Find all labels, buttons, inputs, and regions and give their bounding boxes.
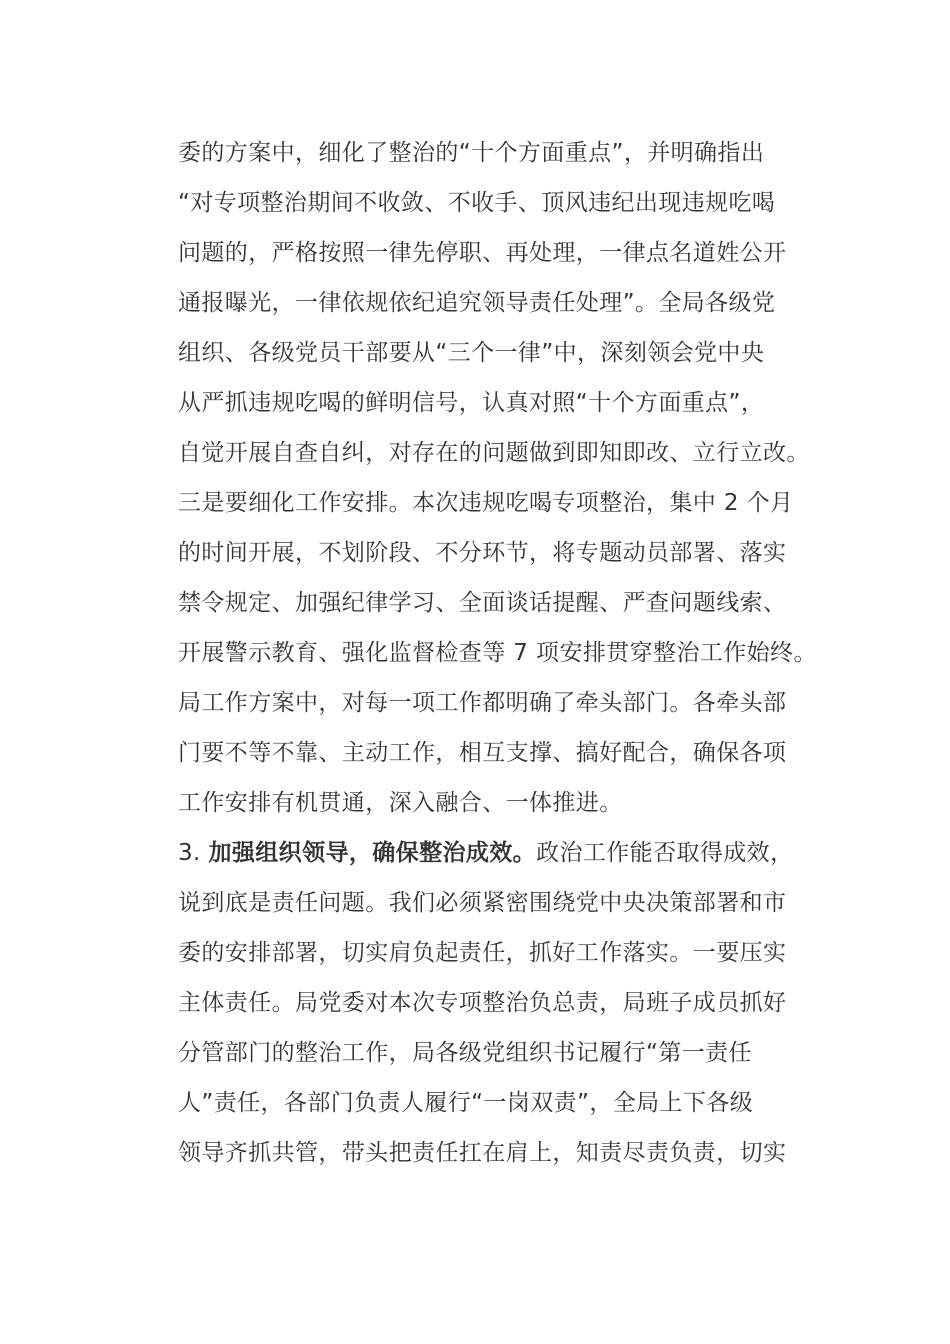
text-line: 三是要细化工作安排。本次违规吃喝专项整治，集中 2 个月 bbox=[178, 490, 794, 516]
section-heading: 加强组织领导，确保整治成效。 bbox=[208, 840, 537, 866]
text-line: 的时间开展，不划阶段、不分环节，将专题动员部署、落实 bbox=[178, 540, 787, 566]
text-line: 从严抓违规吃喝的鲜明信号，认真对照“十个方面重点”， bbox=[178, 390, 765, 416]
text-line: 人”责任，各部门负责人履行“一岗双责”，全局上下各级 bbox=[178, 1090, 754, 1116]
text-line: 说到底是责任问题。我们必须紧密围绕党中央决策部署和市 bbox=[178, 890, 787, 916]
text-line: 主体责任。局党委对本次专项整治负总责，局班子成员抓好 bbox=[178, 990, 787, 1016]
text-line: 开展警示教育、强化监督检查等 7 项安排贯穿整治工作始终。 bbox=[178, 640, 817, 666]
text-line: 分管部门的整治工作，局各级党组织书记履行“第一责任 bbox=[178, 1040, 752, 1066]
text-line: 禁令规定、加强纪律学习、全面谈话提醒、严查问题线索、 bbox=[178, 590, 787, 616]
text-line: 局工作方案中，对每一项工作都明确了牵头部门。各牵头部 bbox=[178, 690, 787, 716]
section-first-line-text: 政治工作能否取得成效， bbox=[536, 840, 794, 866]
text-line: 门要不等不靠、主动工作，相互支撑、搞好配合，确保各项 bbox=[178, 740, 787, 766]
section-3-heading-line bbox=[178, 828, 818, 878]
body-text bbox=[178, 128, 818, 1178]
text-line: “对专项整治期间不收敛、不收手、顶风违纪出现违规吃喝 bbox=[178, 190, 776, 216]
text-line: 领导齐抓共管，带头把责任扛在肩上，知责尽责负责，切实 bbox=[178, 1140, 787, 1166]
text-line: 问题的，严格按照一律先停职、再处理，一律点名道姓公开 bbox=[178, 240, 787, 266]
text-line: 工作安排有机贯通，深入融合、一体推进。 bbox=[178, 790, 623, 816]
section-number: 3. bbox=[178, 840, 201, 866]
text-line: 组织、各级党员干部要从“三个一律”中，深刻领会党中央 bbox=[178, 340, 765, 366]
text-line: 委的安排部署，切实肩负起责任，抓好工作落实。一要压实 bbox=[178, 940, 787, 966]
text-line: 通报曝光，一律依规依纪追究领导责任处理”。全局各级党 bbox=[178, 290, 776, 316]
text-line: 委的方案中，细化了整治的“十个方面重点”，并明确指出 bbox=[178, 140, 765, 166]
text-line: 自觉开展自查自纠，对存在的问题做到即知即改、立行立改。 bbox=[178, 440, 810, 466]
